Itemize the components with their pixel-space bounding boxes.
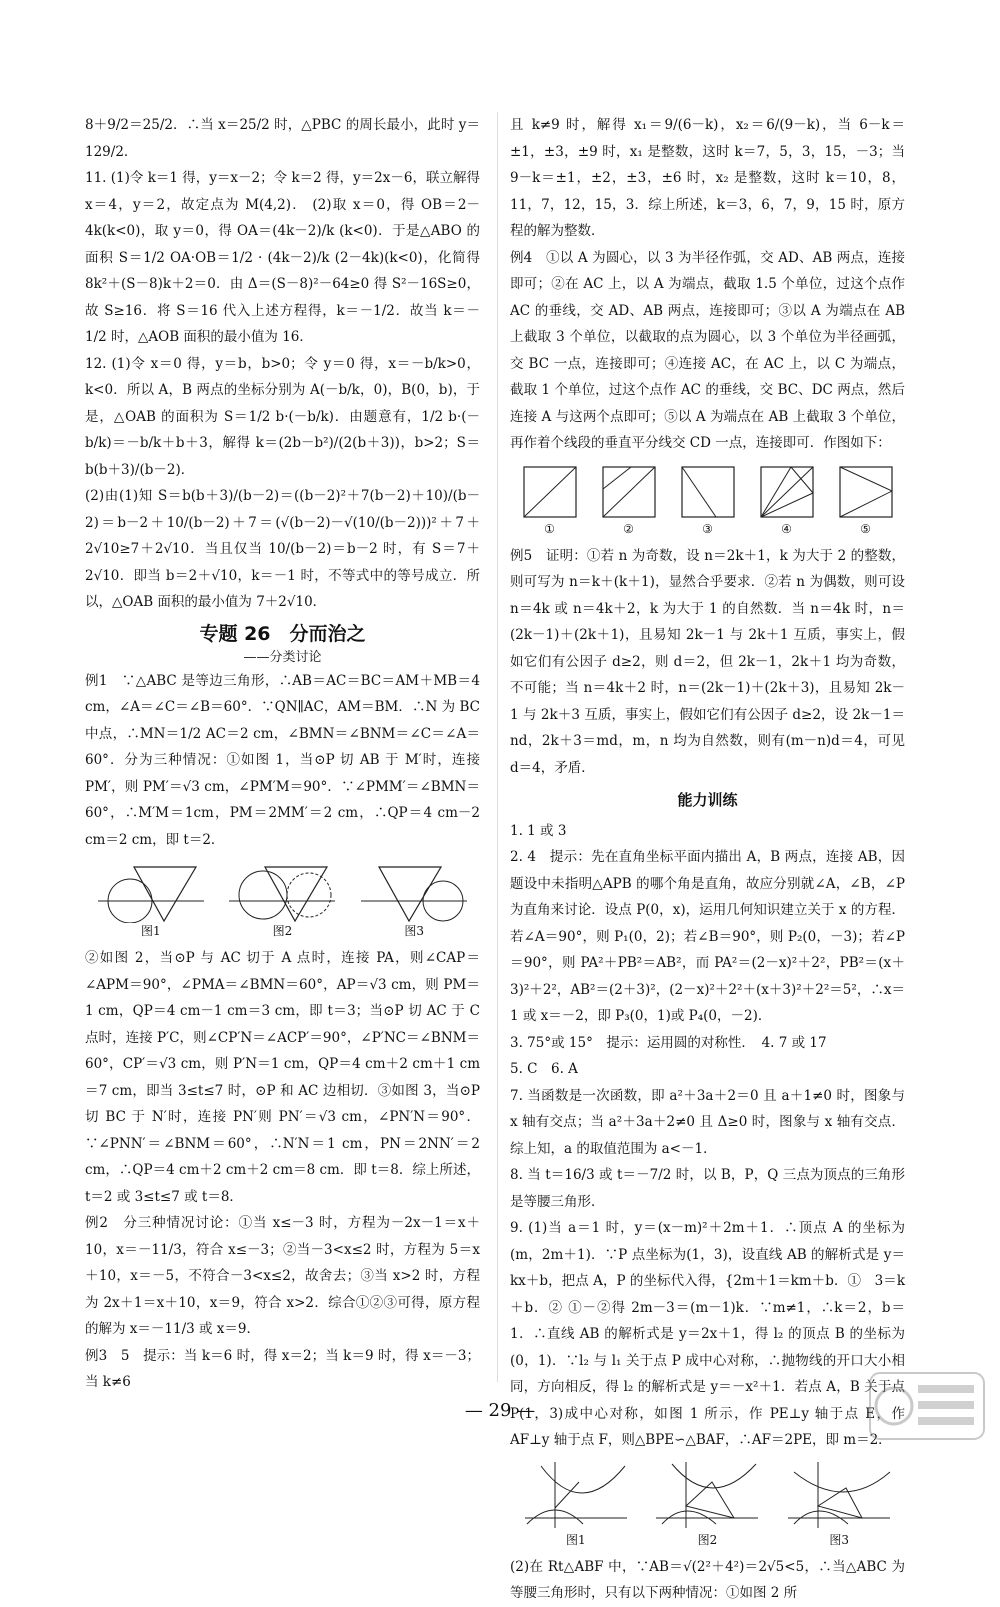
figure-3	[359, 859, 469, 939]
parabola-figure-2	[652, 1460, 762, 1548]
problem-11: 11. (1)令 k＝1 得，y＝x－2；令 k＝2 得，y＝2x－6，联立解得 x＝4，y＝2，故定点为 M(4,2)． (2)取 x＝0，得 OB＝2－4k(k<0)，取 y＝0，得 OA＝(4k－2)/k (k<0)．于是△ABO 的面积 S＝1/2 OA·OB＝1/2 · (4k－2)/k (2－4k)(k<0)，化简得 8k²＋(S－8)k＋2＝0．由 Δ＝(S－8)²－64≥0 得 S²－16S≥0，故 S≥16．将 S＝16 代入上述方程得，k＝－1/2．故当 k＝－1/2 时，△AOB 面积的最小值为 16．	[85, 170, 480, 345]
column-divider	[497, 112, 498, 1382]
figure-caption: ⑤	[860, 521, 871, 536]
figure-row-circles	[85, 859, 480, 939]
square-diagram	[676, 463, 740, 521]
example-3-start: 例3 5 提示：当 k＝6 时，得 x＝2；当 k＝9 时，得 x＝－3；当 k≠6	[85, 1347, 480, 1390]
figure-caption: 图2	[272, 924, 293, 938]
answer-3-4: 3. 75°或 15° 提示：运用圆的对称性． 4. 7 或 17	[510, 1034, 827, 1051]
square-figure-4	[755, 463, 819, 537]
figure-row-parabolas	[510, 1460, 905, 1548]
topic-subtitle: ——分类讨论	[243, 649, 322, 665]
problem-12-part2: (2)由(1)知 S＝b(b＋3)/(b－2)＝((b－2)²＋7(b－2)＋10)/(b－2)＝b－2＋10/(b－2)＋7＝(√(b－2)－√(10/(b－2)))²＋7＋2√10≥7＋2√10．当且仅当 10/(b－2)＝b－2 时，有 S＝7＋2√10．即当 b＝2＋√10，k＝－1 时，不等式中的等号成立．所以，△OAB 面积的最小值为 7＋2√10．	[85, 488, 480, 610]
answer-2: 2. 4 提示：先在直角坐标平面内描出 A，B 两点，连接 AB，因题设中未指明△APB 的哪个角是直角，故应分别就∠A，∠B，∠P 为直角来讨论．设点 P(0，x)，运用几何知识建立关于 x 的方程．若∠A＝90°，则 P₁(0，2)；若∠B＝90°，则 P₂(0，－3)；若∠P＝90°，则 PA²＋PB²＝AB²，而 PA²＝(2－x)²＋2²，PB²＝(x＋3)²＋2²，AB²＝(2＋3)²，(2－x)²＋2²＋(x＋3)²＋2²＝5²，∴x＝1 或 x＝－2，即 P₃(0，1)或 P₄(0，－2)．	[510, 849, 905, 1024]
figure-caption: 图3	[829, 1532, 849, 1547]
figure-row-squares	[510, 463, 905, 537]
figure-caption: 图3	[404, 924, 424, 938]
square-figure-5	[834, 463, 898, 537]
answer-5-6: 5. C 6. A	[510, 1061, 578, 1077]
parabola-diagram	[521, 1460, 631, 1532]
figure-caption: 图1	[566, 1532, 586, 1547]
figure-caption: ③	[702, 521, 713, 536]
figure-caption: ②	[623, 521, 634, 536]
figure-caption: ④	[781, 521, 792, 536]
example-3-continued: 且 k≠9 时，解得 x₁＝9/(6－k)，x₂＝6/(9－k)，当 6－k＝±1，±3，±9 时，x₁ 是整数，这时 k＝7，5，3，15，－3；当 9－k＝±1，±2，±3，±6 时，x₂ 是整数，这时 k＝10，8，11，7，12，15，3．综上所述，k＝3，6，7，9，15 时，原方程的解为整数．	[510, 117, 905, 239]
watermark-logo	[868, 1371, 986, 1441]
example-1-part1: 例1 ∵△ABC 是等边三角形，∴AB＝AC＝BC＝AM＋MB＝4 cm，∠A＝∠C＝∠B＝60°．∵QN∥AC，AM＝BM．∴N 为 BC 中点，∴MN＝1/2 AC＝2 cm，∠BMN＝∠BNM＝∠C＝∠A＝60°．分为三种情况：①如图 1，当⊙P 切 AB 于 M′时，连接 PM′，则 PM′＝√3 cm，∠PM′M＝90°．∵∠PMM′＝∠BMN＝60°，∴M′M＝1cm，PM＝2MM′＝2 cm，∴QP＝4 cm－2 cm＝2 cm，即 t＝2．	[85, 672, 480, 848]
problem-12-part1: 12. (1)令 x＝0 得，y＝b，b>0；令 y＝0 得，x＝－b/k>0，k<0．所以 A，B 两点的坐标分别为 A(－b/k，0)，B(0，b)，于是，△OAB 的面积为 S＝1/2 b·(－b/k)．由题意有，1/2 b·(－b/k)＝－b/k＋b＋3，解得 k＝(2b－b²)/(2(b＋3))，b>2；S＝b(b＋3)/(b－2)．	[85, 355, 480, 478]
section-title: 能力训练	[677, 791, 738, 809]
square-diagram	[755, 463, 819, 521]
figure-2	[227, 859, 337, 939]
square-figure-3	[676, 463, 740, 537]
figure-caption: 图2	[697, 1532, 718, 1547]
parabola-figure-3	[784, 1460, 894, 1548]
square-diagram	[597, 463, 661, 521]
answer-9-part2: (2)在 Rt△ABF 中，∵AB＝√(2²＋4²)＝2√5<5，∴当△ABC 为等腰三角形时，只有以下两种情况：①如图 2 所	[510, 1558, 905, 1601]
topic-title: 专题 26 分而治之	[199, 622, 366, 645]
figure-caption: 图1	[141, 924, 161, 938]
answer-8: 8. 当 t＝16/3 或 t＝－7/2 时，以 B，P，Q 三点为顶点的三角形是等腰三角形．	[510, 1167, 905, 1210]
example-5: 例5 证明：①若 n 为奇数，设 n＝2k＋1，k 为大于 2 的整数，则可写为 n＝k＋(k＋1)，显然合乎要求．②若 n 为偶数，则可设 n＝4k 或 n＝4k＋2，k 为大于 1 的自然数．当 n＝4k 时，n＝(2k－1)＋(2k＋1)，且易知 2k－1 与 2k＋1 互质，事实上，假如它们有公因子 d≥2，则 d＝2，但 2k－1，2k＋1 均为奇数，不可能；当 n＝4k＋2 时，n＝(2k－1)＋(2k＋3)，且易知 2k－1 与 2k＋3 互质，事实上，假如它们有公因子 d≥2，设 2k－1＝nd，2k＋3＝md，m，n 均为自然数，则有(m－n)d＝4，可见 d＝4，矛盾．	[510, 547, 905, 776]
square-diagram	[518, 463, 582, 521]
circle-triangle-diagram	[359, 859, 469, 923]
square-figure-1	[518, 463, 582, 537]
answer-7: 7. 当函数是一次函数，即 a²＋3a＋2＝0 且 a＋1≠0 时，图象与 x 轴有交点；当 a²＋3a＋2≠0 且 Δ≥0 时，图象与 x 轴有交点．综上知，a 的取值范围为 a<－1．	[510, 1087, 905, 1157]
example-1-part2: ②如图 2，当⊙P 与 AC 切于 A 点时，连接 PA，则∠CAP＝∠APM＝90°，∠PMA＝∠BMN＝60°，AP＝√3 cm，则 PM＝1 cm，QP＝4 cm－1 cm＝3 cm，即 t＝3；当⊙P 切 AC 于 C 点时，连接 P′C，则∠CP′N＝∠ACP′＝90°，∠P′NC＝∠BNM＝60°，CP′＝√3 cm，则 P′N＝1 cm，QP＝4 cm＋2 cm＋1 cm＝7 cm，即当 3≤t≤7 时，⊙P 和 AC 边相切．③如图 3，当⊙P 切 BC 于 N′时，连接 PN′则 PN′＝√3 cm，∠PN′N＝90°．∵∠PNN′＝∠BNM＝60°，∴N′N＝1 cm，PN＝2NN′＝2 cm，∴QP＝4 cm＋2 cm＋2 cm＝8 cm．即 t＝8．综上所述，t＝2 或 3≤t≤7 或 t＝8．	[85, 950, 480, 1205]
left-column	[85, 112, 480, 1396]
parabola-diagram	[784, 1460, 894, 1532]
figure-1	[96, 859, 206, 939]
circle-triangle-diagram	[96, 859, 206, 923]
figure-caption: ①	[544, 521, 555, 536]
example-2: 例2 分三种情况讨论：①当 x≤－3 时，方程为－2x－1＝x＋10，x＝－11/3，符合 x≤－3；②当－3<x≤2 时，方程为 5＝x＋10，x＝－5，不符合－3<x≤2，故舍去；③当 x>2 时，方程为 2x＋1＝x＋10，x＝9，符合 x>2．综合①②③可得，原方程的解为 x＝－11/3 或 x＝9．	[85, 1215, 480, 1337]
right-column	[510, 112, 905, 1607]
answer-1: 1. 1 或 3	[510, 822, 567, 839]
paragraph: 8＋9/2＝25/2．∴当 x＝25/2 时，△PBC 的周长最小，此时 y＝129/2．	[85, 117, 480, 160]
parabola-diagram	[652, 1460, 762, 1532]
square-figure-2	[597, 463, 661, 537]
example-4: 例4 ①以 A 为圆心，以 3 为半径作弧，交 AD、AB 两点，连接即可；②在 AC 上，以 A 为端点，截取 1.5 个单位，过这个点作 AC 的垂线，交 AD、AB 两点，连接即可；③以 A 为端点在 AB 上截取 3 个单位，以截取的点为圆心，以 3 个单位为半径画弧，交 BC 一点，连接即可；④连接 AC，在 AC 上，以 C 为端点，截取 1 个单位，过这个点作 AC 的垂线，交 BC、DC 两点，然后连接 A 与这两个点即可；⑤以 A 为端点在 AB 上截取 3 个单位，再作着个线段的垂直平分线交 CD 一点，连接即可．作图如下：	[510, 249, 905, 451]
answer-9: 9. (1)当 a＝1 时，y＝(x－m)²＋2m＋1．∴顶点 A 的坐标为(m，2m＋1)．∵P 点坐标为(1，3)，设直线 AB 的解析式是 y＝kx＋b，把点 A，P 的坐标代入得，{2m＋1＝km＋b．① 3＝k＋b．② ①－②得 2m－3＝(m－1)k．∵m≠1，∴k＝2，b＝1．∴直线 AB 的解析式是 y＝2x＋1，得 l₂ 的顶点 B 的坐标为(0，1)．∵l₂ 与 l₁ 关于点 P 成中心对称，∴抛物线的开口大小相同，方向相反，得 l₂ 的解析式是 y＝－x²＋1．若点 A，B 关于点 P(1，3)成中心对称，如图 1 所示，作 PE⊥y 轴于点 E，作 AF⊥y 轴于点 F，则△BPE∽△BAF，∴AF＝2PE，即 m＝2．	[510, 1220, 906, 1448]
page-number: — 29 —	[464, 1400, 536, 1421]
square-diagram	[834, 463, 898, 521]
parabola-figure-1	[521, 1460, 631, 1548]
circle-triangle-diagram	[227, 859, 337, 923]
